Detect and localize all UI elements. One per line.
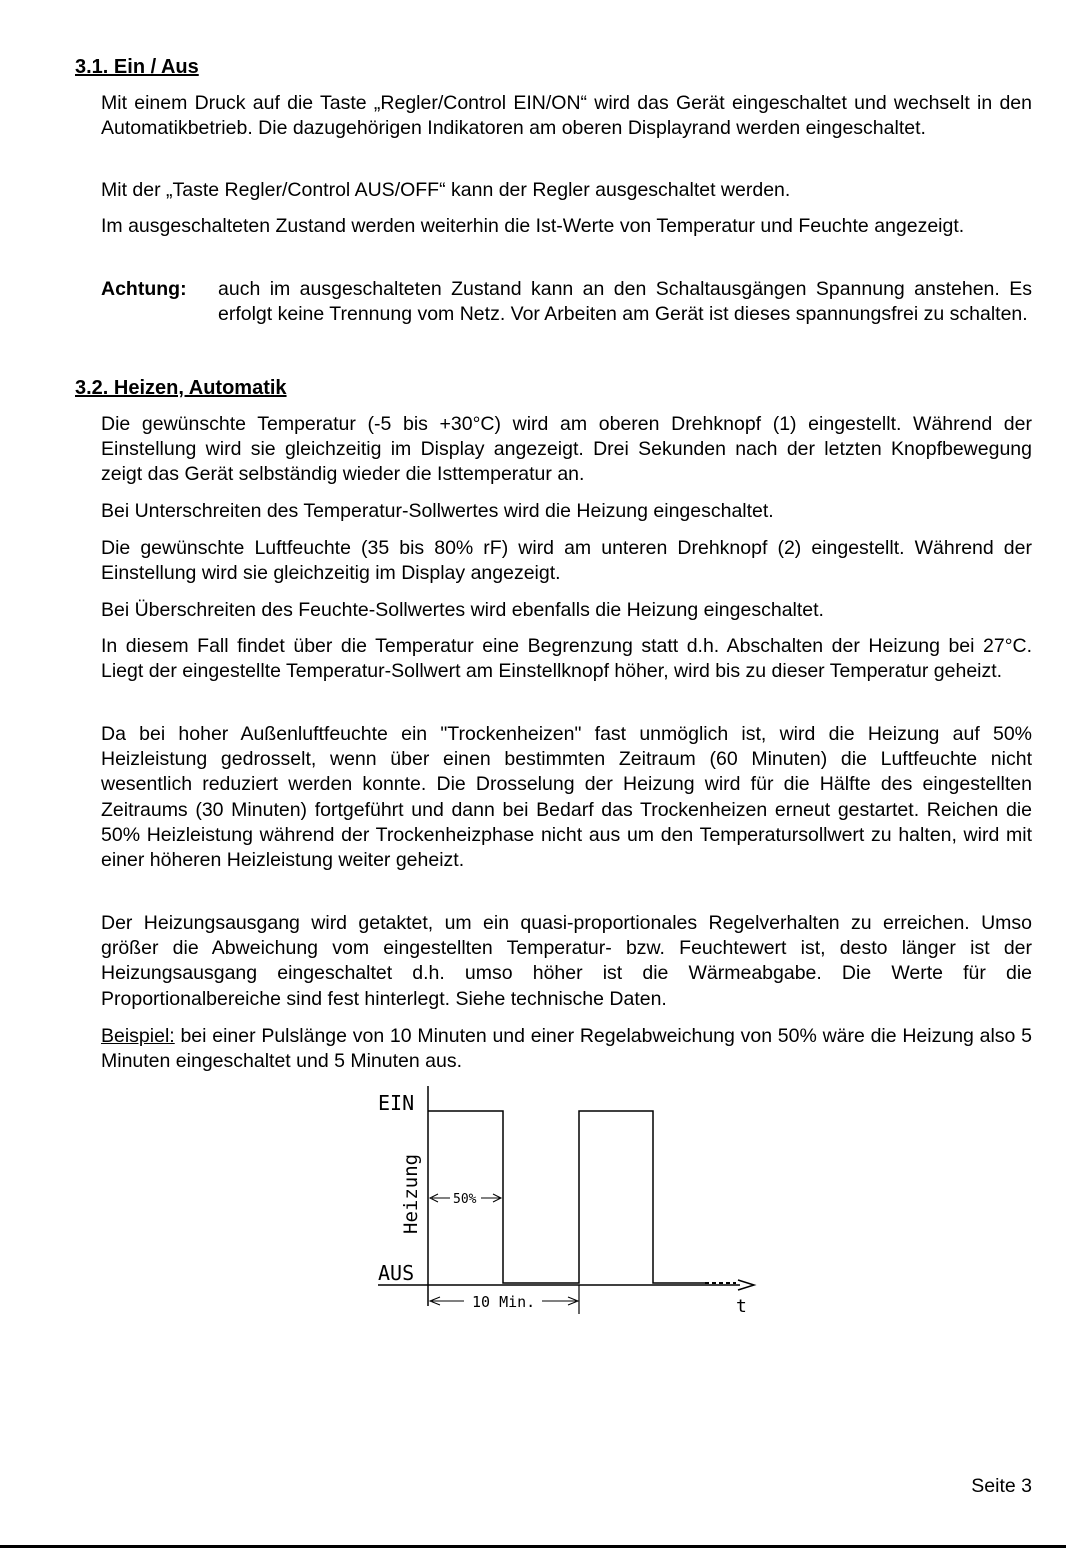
paragraph: Mit der „Taste Regler/Control AUS/OFF“ kann der Regler ausgeschaltet werden. [101,179,791,201]
bottom-rule [0,1545,1066,1548]
paragraph: Die gewünschte Luftfeuchte (35 bis 80% rF) wird am unteren Drehknopf (2) eingestellt. Während der Einstellung wird sie gleichzeitig im Display angezeigt. [101,537,1032,585]
period-label: 10 Min. [472,1293,536,1311]
paragraph: Bei Unterschreiten des Temperatur-Sollwertes wird die Heizung eingeschaltet. [101,500,774,522]
paragraph: Der Heizungsausgang wird getaktet, um ein quasi-proportionales Regelverhalten zu erreichen. Umso größer die Abweichung vom eingestellten Temperatur- bzw. Feuchtewert ist, desto länger ist der Heizungsausgang eingeschaltet d.h. umso höher ist die Wärmeabgabe. Die Werte für die Proportionalbereiche sind fest hinterlegt. Siehe technische Daten. [101,912,1032,1010]
paragraph: In diesem Fall findet über die Temperatur eine Begrenzung statt d.h. Abschalten der Heizung bei 27°C. Liegt der eingestellte Temperatur-Sollwert am Einstellknopf höher, wird bis zu dieser Temperatur geheizt. [101,635,1032,683]
paragraph: Die gewünschte Temperatur (-5 bis +30°C) wird am oberen Drehknopf (1) eingestellt. Während der Einstellung wird sie gleichzeitig im Display angezeigt. Drei Sekunden nach der letzten Knopfbewegung zeigt das Gerät selbständig wieder die Isttemperatur an. [101,413,1032,486]
pwm-diagram [360,1080,770,1325]
section-heading-ein-aus: 3.1. Ein / Aus [75,56,199,78]
x-axis-label: t [736,1296,747,1317]
duty-label: 50% [453,1192,477,1207]
warning-text: auch im ausgeschalteten Zustand kann an den Schaltausgängen Spannung anstehen. Es erfolgt keine Trennung vom Netz. Vor Arbeiten am Gerät ist dieses spannungsfrei zu schalten. [218,278,1032,326]
x-axis-arrowhead [738,1280,754,1290]
paragraph: Im ausgeschalteten Zustand werden weiterhin die Ist-Werte von Temperatur und Feuchte angezeigt. [101,215,965,237]
section-heading-heizen-automatik: 3.2. Heizen, Automatik [75,377,287,399]
y-axis-label: Heizung [400,1153,422,1234]
paragraph: Da bei hoher Außenluftfeuchte ein "Trockenheizen" fast unmöglich ist, wird die Heizung auf 50% Heizleistung gedrosselt, wenn über einen bestimmten Zeitraum (60 Minuten) die Luftfeuchte nicht wesentlich reduziert werden konnte. Die Drosselung der Heizung wird für die Hälfte des eingestellten Zeitraums (30 Minuten) fortgeführt und dann bei Bedarf das Trockenheizen erneut gestartet. Reichen die 50% Heizleistung während der Trockenheizphase nicht aus um den Temperatursollwert zu halten, wird mit einer höheren Heizleistung weiter geheizt. [101,723,1032,872]
paragraph: Bei Überschreiten des Feuchte-Sollwertes wird ebenfalls die Heizung eingeschaltet. [101,599,824,621]
page-number: Seite 3 [971,1475,1032,1497]
label-on: EIN [378,1091,415,1115]
example-paragraph [101,1024,1032,1074]
label-off: AUS [378,1261,415,1285]
paragraph: Mit einem Druck auf die Taste „Regler/Control EIN/ON“ wird das Gerät eingeschaltet und wechselt in den Automatikbetrieb. Die dazugehörigen Indikatoren am oberen Displayrand werden eingeschaltet. [101,92,1032,140]
example-text: bei einer Pulslänge von 10 Minuten und einer Regelabweichung von 50% wäre die Heizung also 5 Minuten eingeschaltet und 5 Minuten aus. [101,1025,1032,1073]
example-label: Beispiel: [101,1025,175,1047]
warning-label: Achtung: [101,278,187,300]
